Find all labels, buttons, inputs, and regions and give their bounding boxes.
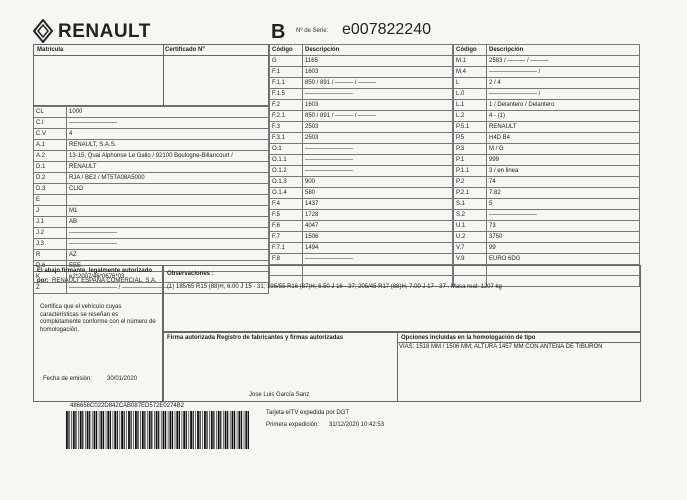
field-code: P.2 <box>454 177 487 188</box>
field-value: 1165 <box>303 56 453 67</box>
table-row <box>454 188 640 199</box>
table-row <box>270 188 453 199</box>
field-value: ———————— <box>303 144 453 155</box>
field-value: 580 <box>303 188 453 199</box>
field-code: F.8 <box>270 254 303 265</box>
table-row <box>270 155 453 166</box>
field-code: F.7.1 <box>270 243 303 254</box>
table-row <box>270 67 453 78</box>
field-value: ———————— <box>303 89 453 100</box>
table-row <box>454 67 640 78</box>
field-value: EEE <box>67 261 269 272</box>
field-value: 1506 <box>303 232 453 243</box>
field-code: J.1 <box>34 217 67 228</box>
observaciones-box <box>163 265 641 332</box>
field-value: ———————— / <box>487 67 640 78</box>
field-value: 1728 <box>303 210 453 221</box>
field-code: F.2 <box>270 100 303 111</box>
first-issue-label: Primera expedición: <box>266 422 320 428</box>
field-value: 3750 <box>487 232 640 243</box>
field-code: F.6 <box>270 221 303 232</box>
renault-logo-icon <box>33 19 53 43</box>
brand-name: RENAULT <box>58 21 151 42</box>
field-code: C.I <box>34 118 67 129</box>
table-row <box>270 166 453 177</box>
field-code: M.4 <box>454 67 487 78</box>
field-code: D.6 <box>34 261 67 272</box>
field-code: K <box>34 272 67 283</box>
field-value: ———————— <box>303 166 453 177</box>
table-row <box>454 133 640 144</box>
mid-header-row <box>270 45 453 56</box>
field-value: 1 / Delantero / Delantero <box>487 100 640 111</box>
field-value: 73 <box>487 221 640 232</box>
field-value: ———————— / ———————— <box>67 283 269 294</box>
field-code: A.2 <box>34 151 67 162</box>
field-code: D.1 <box>34 162 67 173</box>
table-row <box>270 221 453 232</box>
right-header-desc: Descripción <box>487 45 640 56</box>
field-code: U.1 <box>454 221 487 232</box>
field-value: 13-15, Quai Alphonse Le Gallo / 92100 Boulogne-Billancourt / <box>67 151 269 162</box>
table-row <box>34 151 269 162</box>
field-value: 1603 <box>303 100 453 111</box>
field-value: 2503 <box>303 133 453 144</box>
field-code: P.5 <box>454 133 487 144</box>
field-code: U.2 <box>454 232 487 243</box>
table-row <box>34 140 269 151</box>
field-code: F.2.1 <box>270 111 303 122</box>
field-value: ———————— <box>67 228 269 239</box>
field-code: O.1.2 <box>270 166 303 177</box>
field-value: 4 - (1) <box>487 111 640 122</box>
field-code: L.2 <box>454 111 487 122</box>
table-row <box>454 254 640 265</box>
middle-data-table <box>269 44 453 287</box>
table-row <box>454 122 640 133</box>
table-row <box>34 184 269 195</box>
table-row <box>34 162 269 173</box>
field-code: CL <box>34 107 67 118</box>
table-row <box>270 254 453 265</box>
observaciones-text: (1) 185/65 R15 (88)H, 6.00 J 15 - 31; 195/55 R16 (87)H, 6.50 J 16 - 37; 205/45 R17 (88)H, 7.00 J 17 - 37 . Masa real: 1207 kg <box>167 284 502 290</box>
field-code: S.2 <box>454 210 487 221</box>
field-code: V.7 <box>454 243 487 254</box>
barcode-icon <box>66 411 252 449</box>
field-value: 99 <box>487 243 640 254</box>
table-row <box>454 78 640 89</box>
table-row <box>454 89 640 100</box>
barcode-text: 486656C022D842CAB087ED572E0274B2 <box>70 403 185 409</box>
field-code: L <box>454 78 487 89</box>
table-row <box>34 195 269 206</box>
matricula-label: Matrícula <box>37 47 64 53</box>
table-row <box>454 56 640 67</box>
field-value: e2*2007/46*0676*03 <box>67 272 269 283</box>
right-header-code: Código <box>454 45 487 56</box>
table-row <box>270 56 453 67</box>
field-code: F.3.1 <box>270 133 303 144</box>
field-value <box>67 195 269 206</box>
table-row <box>270 232 453 243</box>
table-row <box>34 217 269 228</box>
table-row <box>454 221 640 232</box>
field-value: EURO 6DG <box>487 254 640 265</box>
field-value: ———————— <box>487 210 640 221</box>
field-code: D.3 <box>34 184 67 195</box>
field-code: G <box>270 56 303 67</box>
field-value: 1603 <box>303 67 453 78</box>
table-row <box>454 210 640 221</box>
field-code: P.1 <box>454 155 487 166</box>
field-value: 74 <box>487 177 640 188</box>
right-header-row <box>454 45 640 56</box>
table-row <box>454 155 640 166</box>
field-code: J.2 <box>34 228 67 239</box>
opciones-box <box>397 332 641 402</box>
field-value: 1494 <box>303 243 453 254</box>
field-value: CLIO <box>67 184 269 195</box>
field-value: ———————— <box>303 155 453 166</box>
table-row <box>454 111 640 122</box>
table-row <box>270 210 453 221</box>
field-code: A.1 <box>34 140 67 151</box>
field-code: F.5 <box>270 210 303 221</box>
field-value: AB <box>67 217 269 228</box>
field-code: O.1.3 <box>270 177 303 188</box>
field-value: 2503 <box>303 122 453 133</box>
table-row <box>454 232 640 243</box>
field-value: 5 <box>487 199 640 210</box>
field-code: P.2.1 <box>454 188 487 199</box>
field-code: F.1.1 <box>270 78 303 89</box>
field-value: ———————— / <box>487 89 640 100</box>
field-code: F.1.5 <box>270 89 303 100</box>
table-row <box>270 111 453 122</box>
table-row <box>270 78 453 89</box>
field-value: 2 / 4 <box>487 78 640 89</box>
table-row <box>34 173 269 184</box>
field-value: ———————— <box>303 254 453 265</box>
table-row <box>454 100 640 111</box>
mid-header-desc: Descripción <box>303 45 453 56</box>
dgt-text: Tarjeta eITV expedida por DGT <box>266 410 350 416</box>
table-row <box>270 100 453 111</box>
field-code: S.1 <box>454 199 487 210</box>
field-code: Z <box>34 283 67 294</box>
field-code: E <box>34 195 67 206</box>
field-value: 1000 <box>67 107 269 118</box>
field-code: V.9 <box>454 254 487 265</box>
field-code: O.1.4 <box>270 188 303 199</box>
signer-name: Jose Luis García Sanz <box>249 392 310 398</box>
field-value: 999 <box>487 155 640 166</box>
right-data-table <box>453 44 640 287</box>
field-value: 850 / 891 / ——— / ——— <box>303 111 453 122</box>
field-value: 900 <box>303 177 453 188</box>
field-code: L.1 <box>454 100 487 111</box>
field-code: O.1 <box>270 144 303 155</box>
field-value: RENAULT <box>67 162 269 173</box>
field-code: F.1 <box>270 67 303 78</box>
certify-text: Certifica que el vehículo cuyas características se reseñan es completamente conforme con el número de homologación. <box>40 304 156 333</box>
table-row <box>454 166 640 177</box>
table-row <box>454 243 640 254</box>
field-code: J <box>34 206 67 217</box>
matricula-box <box>33 44 269 106</box>
firma-label: Firma autorizada Registro de fabricantes y firmas autorizadas <box>167 335 344 341</box>
observaciones-label: Observaciones : <box>167 271 214 277</box>
field-value: ———————— <box>67 239 269 250</box>
table-row <box>270 199 453 210</box>
table-row <box>270 243 453 254</box>
document-class: B <box>271 21 286 43</box>
opciones-label: Opciones incluidas en la homologación de tipo <box>401 335 536 341</box>
field-code: F.4 <box>270 199 303 210</box>
field-value: 850 / 891 / ——— / ——— <box>303 78 453 89</box>
field-code: R <box>34 250 67 261</box>
first-issue-value: 31/12/2020 10:42:53 <box>329 422 385 428</box>
emission-date: 30/01/2020 <box>107 376 138 382</box>
table-row <box>454 177 640 188</box>
signer-box <box>33 265 163 402</box>
field-value: RENAULT, S.A.S. <box>67 140 269 151</box>
table-row <box>34 206 269 217</box>
signer-heading: El abajo firmante, legalmente autorizado <box>37 268 153 274</box>
field-value: 4047 <box>303 221 453 232</box>
table-row <box>34 250 269 261</box>
table-row <box>270 122 453 133</box>
field-value: 1437 <box>303 199 453 210</box>
field-value: ———————— <box>67 118 269 129</box>
signer-company: RENAULT ESPAÑA COMERCIAL, S.A. <box>52 278 157 284</box>
field-value: 3 / en linea <box>487 166 640 177</box>
table-row <box>34 239 269 250</box>
emission-label: Fecha de emisión: <box>43 376 93 382</box>
table-row <box>34 228 269 239</box>
table-row <box>270 144 453 155</box>
serial-number: e007822240 <box>342 21 431 38</box>
field-code: P.1.1 <box>454 166 487 177</box>
field-code: C.V <box>34 129 67 140</box>
field-code: P.5.1 <box>454 122 487 133</box>
field-code: F.7 <box>270 232 303 243</box>
table-row <box>270 89 453 100</box>
field-value: RENAULT <box>487 122 640 133</box>
field-value: AZ <box>67 250 269 261</box>
serial-label: Nº de Serie: <box>296 28 329 34</box>
field-value: H4D B4 <box>487 133 640 144</box>
field-code: J.3 <box>34 239 67 250</box>
field-code: D.2 <box>34 173 67 184</box>
table-row <box>34 118 269 129</box>
signer-por-label: por: <box>37 278 49 284</box>
field-value: 7.82 <box>487 188 640 199</box>
certificado-label: Certificado Nº <box>165 47 205 53</box>
field-code: P.3 <box>454 144 487 155</box>
table-row <box>270 133 453 144</box>
field-code: F.3 <box>270 122 303 133</box>
table-row <box>34 129 269 140</box>
field-value: 2583 / ——— / ——— <box>487 56 640 67</box>
table-row <box>270 177 453 188</box>
table-row <box>34 107 269 118</box>
mid-header-code: Código <box>270 45 303 56</box>
field-value: RJA / BE2 / MT5TA08A5000 <box>67 173 269 184</box>
field-value: M / G <box>487 144 640 155</box>
field-code: O.1.1 <box>270 155 303 166</box>
field-value: M1 <box>67 206 269 217</box>
field-code: L.0 <box>454 89 487 100</box>
opciones-text: VIAS: 1518 MM / 1506 MM; ALTURA 1457 MM CON ANTENA DE TIBURON <box>399 344 603 350</box>
table-row <box>454 199 640 210</box>
table-row <box>454 144 640 155</box>
field-code: M.1 <box>454 56 487 67</box>
field-value: 4 <box>67 129 269 140</box>
